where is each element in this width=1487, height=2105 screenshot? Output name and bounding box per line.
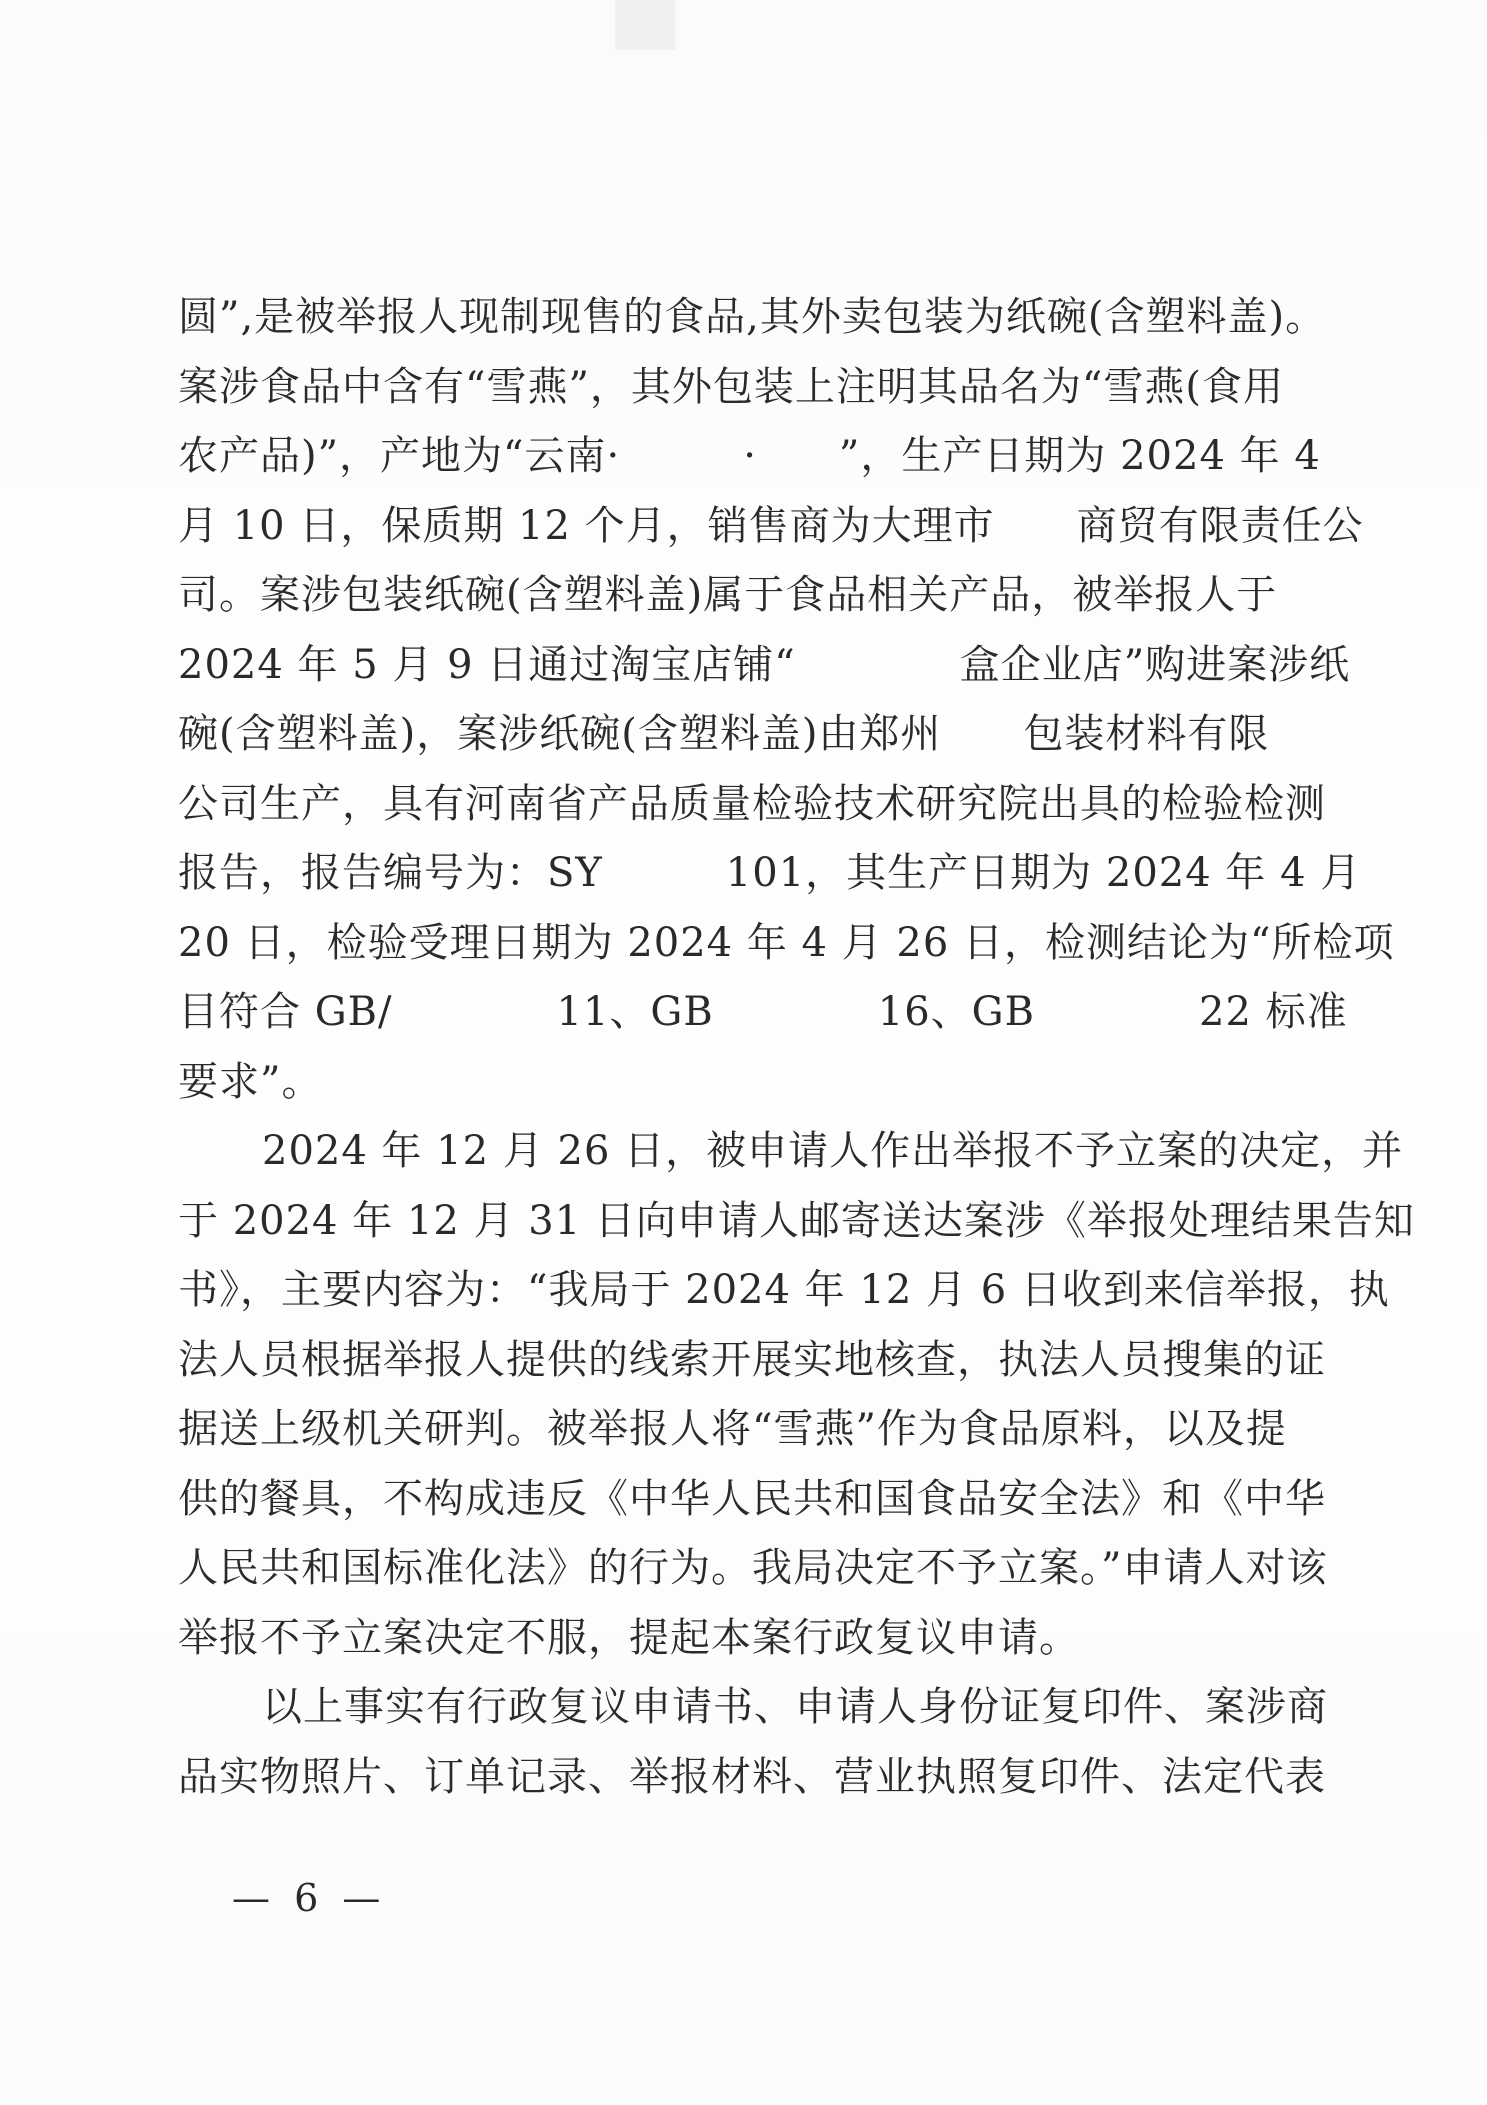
text-line: 2024 年 12 月 26 日，被申请人作出举报不予立案的决定，并	[262, 1128, 1404, 1174]
text-line: 目符合 GB/ 11、GB 16、GB 22 标准	[178, 989, 1348, 1035]
text-line: 品实物照片、订单记录、举报材料、营业执照复印件、法定代表	[178, 1753, 1326, 1800]
scan-artifact	[615, 0, 675, 50]
text-line: 供的餐具，不构成违反《中华人民共和国食品安全法》和《中华	[178, 1475, 1326, 1522]
text-line: 司。案涉包装纸碗(含塑料盖)属于食品相关产品，被举报人于	[178, 572, 1278, 618]
paragraph-3	[178, 1673, 1328, 1812]
text-line: 要求”。	[178, 1058, 323, 1105]
document-body	[178, 283, 1415, 1812]
text-line: 人民共和国标准化法》的行为。我局决定不予立案。”申请人对该	[178, 1545, 1328, 1591]
paragraph-2	[178, 1117, 1415, 1673]
text-line: 20 日，检验受理日期为 2024 年 4 月 26 日，检测结论为“所检项	[178, 919, 1395, 966]
text-line: 圆”,是被举报人现制现售的食品,其外卖包装为纸碗(含塑料盖)。	[178, 294, 1327, 340]
text-line: 以上事实有行政复议申请书、申请人身份证复印件、案涉商	[262, 1684, 1328, 1730]
paragraph-1	[178, 283, 1395, 1117]
text-line: 碗(含塑料盖)，案涉纸碗(含塑料盖)由郑州 包装材料有限	[178, 711, 1270, 757]
text-line: 月 10 日，保质期 12 个月，销售商为大理市 商贸有限责任公	[178, 502, 1364, 549]
text-line: 公司生产，具有河南省产品质量检验技术研究院出具的检验检测	[178, 780, 1326, 827]
text-line: 于 2024 年 12 月 31 日向申请人邮寄送达案涉《举报处理结果告知	[178, 1197, 1415, 1244]
text-line: 农产品)”，产地为“云南· · ”，生产日期为 2024 年 4	[178, 433, 1321, 479]
text-line: 报告，报告编号为：SY 101，其生产日期为 2024 年 4 月	[178, 850, 1362, 896]
text-line: 举报不予立案决定不服，提起本案行政复议申请。	[178, 1614, 1080, 1661]
text-line: 2024 年 5 月 9 日通过淘宝店铺“ 盒企业店”购进案涉纸	[178, 641, 1351, 688]
page-number: — 6 —	[232, 1876, 387, 1920]
text-line: 据送上级机关研判。被举报人将“雪燕”作为食品原料，以及提	[178, 1406, 1287, 1452]
text-line: 法人员根据举报人提供的线索开展实地核查，执法人员搜集的证	[178, 1336, 1326, 1383]
text-line: 案涉食品中含有“雪燕”，其外包装上注明其品名为“雪燕(食用	[178, 363, 1284, 410]
text-line: 书》，主要内容为：“我局于 2024 年 12 月 6 日收到来信举报，执	[178, 1267, 1390, 1313]
